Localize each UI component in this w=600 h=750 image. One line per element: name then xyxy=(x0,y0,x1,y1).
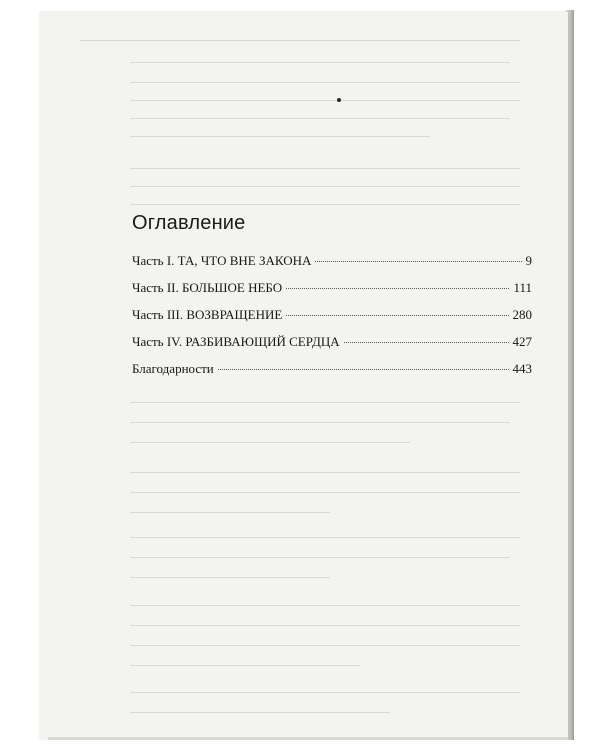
toc-entry-label: Часть IV. РАЗБИВАЮЩИЙ СЕРДЦА xyxy=(132,334,340,349)
dot-leader xyxy=(315,261,521,262)
toc-entry-page: 427 xyxy=(512,334,532,349)
dot-leader xyxy=(286,315,508,316)
ink-speck xyxy=(337,98,341,102)
toc-entry-page: 9 xyxy=(525,253,532,268)
toc-entry-page: 280 xyxy=(512,307,532,322)
toc-entry xyxy=(132,334,532,361)
book-page xyxy=(40,12,568,739)
toc-entry-page: 111 xyxy=(513,280,532,295)
page-bottom-edge xyxy=(48,737,568,740)
toc-list xyxy=(132,253,532,388)
table-of-contents xyxy=(132,212,532,388)
toc-entry-page: 443 xyxy=(512,361,532,376)
toc-entry-label: Благодарности xyxy=(132,361,214,376)
toc-entry xyxy=(132,307,532,334)
toc-title: Оглавление xyxy=(132,212,246,234)
dot-leader xyxy=(218,369,509,370)
toc-entry xyxy=(132,253,532,280)
dot-leader xyxy=(344,342,509,343)
toc-entry-label: Часть III. ВОЗВРАЩЕНИЕ xyxy=(132,307,283,322)
toc-entry-label: Часть II. БОЛЬШОЕ НЕБО xyxy=(132,280,283,295)
toc-entry xyxy=(132,280,532,307)
toc-entry-label: Часть I. ТА, ЧТО ВНЕ ЗАКОНА xyxy=(132,253,312,268)
toc-entry xyxy=(132,361,532,388)
dot-leader xyxy=(286,288,509,289)
